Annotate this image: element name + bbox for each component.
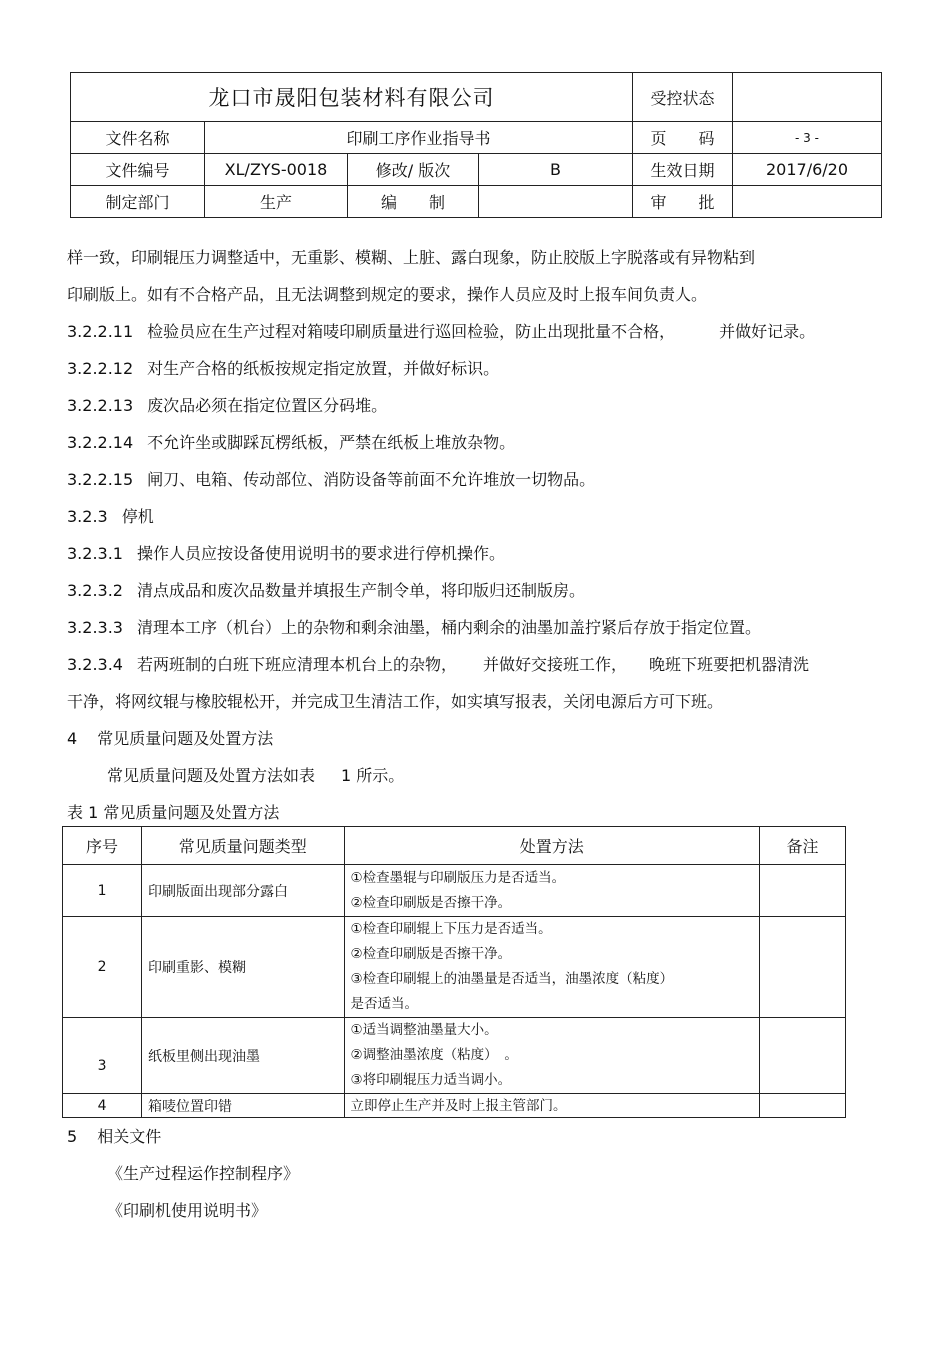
document-header-table [70, 72, 882, 218]
method-line: 立即停止生产并及时上报主管部门。 [350, 1097, 567, 1114]
clause-3-2-2-15 [67, 470, 595, 490]
intro-text: 常见质量问题及处置方法如表 [107, 766, 316, 785]
clause-3-2-3-1 [67, 544, 505, 564]
method-line: ②检查印刷版是否擦干净。 [350, 894, 512, 911]
clause-number: 3.2.3.2 [67, 581, 123, 600]
control-status-label: 受控状态 [633, 73, 733, 122]
method-line: ①适当调整油墨量大小。 [350, 1022, 498, 1038]
effective-date-label: 生效日期 [633, 154, 733, 186]
method-line: ①检查墨辊与印刷版压力是否适当。 [350, 869, 566, 886]
row-note [760, 917, 846, 1018]
body-line-2: 印刷版上。如有不合格产品，且无法调整到规定的要求，操作人员应及时上报车间负责人。 [67, 285, 708, 304]
row-type: 印刷版面出现部分露白 [142, 865, 344, 917]
clause-number: 3.2.3.3 [67, 618, 123, 637]
section-5-heading [67, 1127, 161, 1147]
section-number: 5 [67, 1127, 78, 1146]
clause-text: 清点成品和废次品数量并填报生产制令单，将印版归还制版房。 [136, 581, 585, 600]
author-label: 编 制 [348, 186, 479, 218]
method-line: ②检查印刷版是否擦干净。 [350, 946, 512, 962]
row-note [760, 865, 846, 917]
row-note [760, 1018, 846, 1094]
dept-value: 生产 [205, 186, 348, 218]
clause-number: 3.2.2.12 [67, 359, 134, 378]
clause-number: 3.2.3.4 [67, 655, 123, 674]
approve-value [733, 186, 882, 218]
related-doc: 《印刷机使用说明书》 [107, 1201, 268, 1220]
row-no: 2 [63, 917, 142, 1018]
dept-label: 制定部门 [71, 186, 205, 218]
clause-number: 3.2.2.11 [67, 322, 134, 341]
approve-label: 审 批 [633, 186, 733, 218]
method-line: 是否适当。 [350, 996, 418, 1012]
related-doc: 《生产过程运作控制程序》 [107, 1164, 300, 1183]
clause-number: 3.2.2.14 [67, 433, 134, 452]
col-header-no: 序号 [63, 827, 142, 865]
quality-issues-table [62, 826, 846, 1118]
table-header-row [63, 827, 846, 865]
effective-date-value: 2017/6/20 [733, 154, 882, 186]
table-row [63, 1018, 846, 1094]
clause-3-2-3-4-continued: 干净，将网纹辊与橡胶辊松开，并完成卫生清洁工作，如实填写报表，关闭电源后方可下班。 [67, 692, 724, 711]
file-no-value: XL/ZYS-0018 [205, 154, 348, 186]
table-row [63, 917, 846, 1018]
intro-ref: 1 所示。 [341, 766, 405, 785]
clause-text-mid: 并做好交接班工作， [483, 655, 628, 674]
clause-3-2-3-4 [67, 655, 809, 675]
clause-text: 清理本工序（机台）上的杂物和剩余油墨，桶内剩余的油墨加盖拧紧后存放于指定位置。 [136, 618, 761, 637]
clause-number: 3.2.3 [67, 507, 108, 526]
row-methods [344, 1018, 760, 1094]
row-type: 箱唛位置印错 [142, 1094, 344, 1118]
col-header-method: 处置方法 [344, 827, 760, 865]
revision-label: 修改/ 版次 [348, 154, 479, 186]
row-methods [344, 1094, 760, 1118]
section-4-intro [107, 766, 404, 786]
clause-3-2-3-3 [67, 618, 761, 638]
clause-3-2-3 [67, 507, 154, 527]
section-4-heading [67, 729, 273, 749]
table-row [63, 865, 846, 917]
row-note [760, 1094, 846, 1118]
clause-text: 若两班制的白班下班应清理本机台上的杂物， [136, 655, 457, 674]
table-caption: 表 1 常见质量问题及处置方法 [67, 803, 280, 822]
clause-text: 废次品必须在指定位置区分码堆。 [147, 396, 388, 415]
clause-3-2-2-11 [67, 322, 815, 342]
row-no: 4 [63, 1094, 142, 1118]
author-value [479, 186, 633, 218]
company-name: 龙口市晟阳包装材料有限公司 [71, 73, 633, 122]
table-row [63, 1094, 846, 1118]
row-no: 3 [63, 1018, 142, 1094]
clause-text: 不允许坐或脚踩瓦楞纸板，严禁在纸板上堆放杂物。 [147, 433, 516, 452]
col-header-note: 备注 [760, 827, 846, 865]
page-value: - 3 - [733, 122, 882, 154]
clause-text: 停机 [121, 507, 154, 526]
clause-3-2-2-12 [67, 359, 499, 379]
clause-text-tail: 并做好记录。 [719, 322, 816, 341]
clause-number: 3.2.2.15 [67, 470, 134, 489]
section-title: 常见质量问题及处置方法 [97, 729, 274, 748]
clause-text: 检验员应在生产过程对箱唛印刷质量进行巡回检验，防止出现批量不合格， [147, 322, 676, 341]
row-type: 印刷重影、模糊 [142, 917, 344, 1018]
row-type: 纸板里侧出现油墨 [142, 1018, 344, 1094]
page-label: 页 码 [633, 122, 733, 154]
clause-3-2-2-13 [67, 396, 387, 416]
file-name-label: 文件名称 [71, 122, 205, 154]
section-title: 相关文件 [97, 1127, 162, 1146]
file-no-label: 文件编号 [71, 154, 205, 186]
col-header-type: 常见质量问题类型 [142, 827, 344, 865]
row-methods [344, 865, 760, 917]
clause-text: 对生产合格的纸板按规定指定放置，并做好标识。 [147, 359, 500, 378]
file-name-value: 印刷工序作业指导书 [205, 122, 633, 154]
row-methods [344, 917, 760, 1018]
control-status-value [733, 73, 882, 122]
method-line: ①检查印刷辊上下压力是否适当。 [350, 921, 552, 937]
method-line: ③检查印刷辊上的油墨量是否适当，油墨浓度（粘度） [350, 971, 674, 987]
clause-number: 3.2.3.1 [67, 544, 123, 563]
method-line: ②调整油墨浓度（粘度） 。 [350, 1047, 518, 1063]
clause-3-2-3-2 [67, 581, 585, 601]
method-line: ③将印刷辊压力适当调小。 [350, 1072, 512, 1088]
revision-value: B [479, 154, 633, 186]
clause-text: 闸刀、电箱、传动部位、消防设备等前面不允许堆放一切物品。 [147, 470, 596, 489]
clause-text: 操作人员应按设备使用说明书的要求进行停机操作。 [136, 544, 505, 563]
clause-number: 3.2.2.13 [67, 396, 134, 415]
row-no: 1 [63, 865, 142, 917]
clause-3-2-2-14 [67, 433, 515, 453]
body-line-1: 样一致，印刷辊压力调整适中，无重影、模糊、上脏、露白现象，防止胶版上字脱落或有异物粘到 [67, 248, 756, 267]
section-number: 4 [67, 729, 78, 748]
clause-text-tail: 晚班下班要把机器清洗 [649, 655, 810, 674]
